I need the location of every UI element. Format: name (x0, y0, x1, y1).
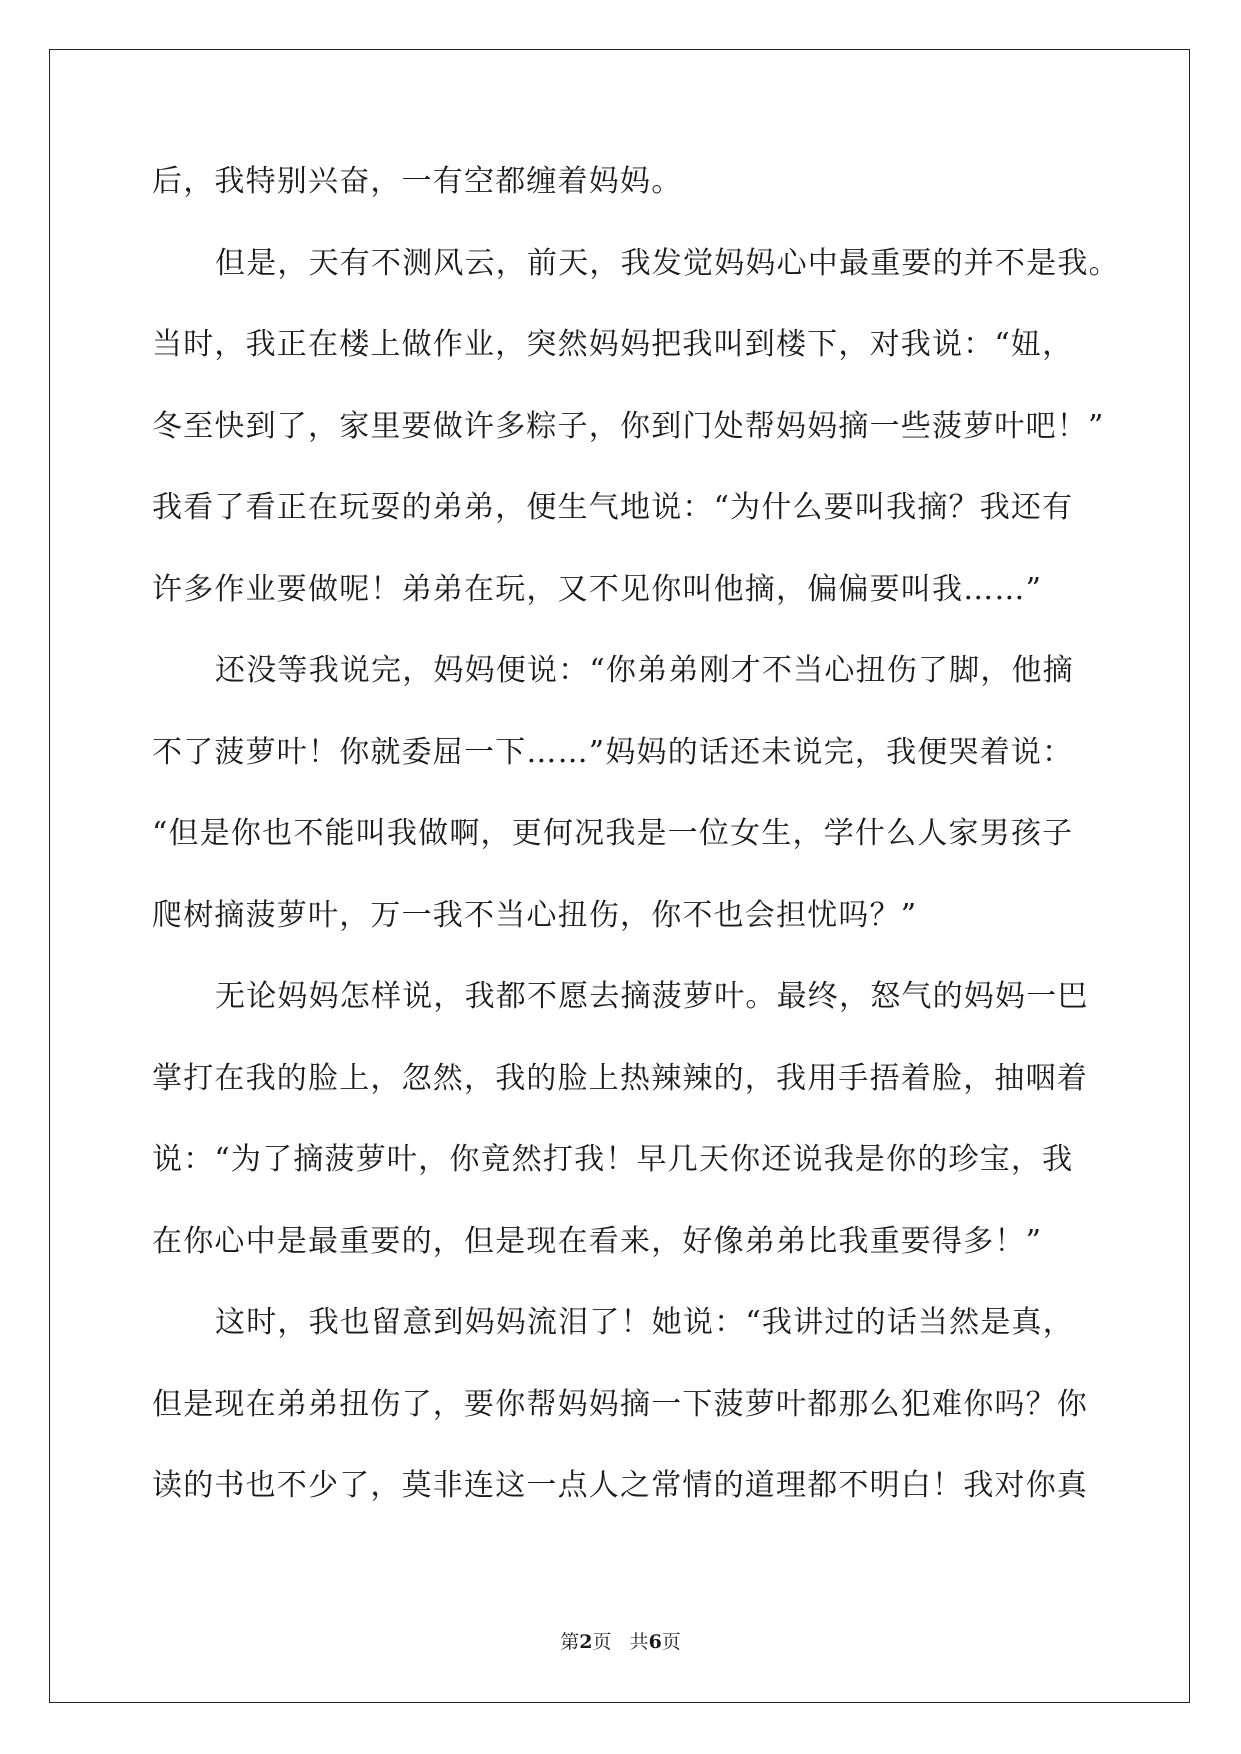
page-mid: 页 共 (592, 1631, 649, 1653)
text-line: 许多作业要做呢！弟弟在玩，又不见你叫他摘，偏偏要叫我……” (152, 571, 1043, 607)
text-line: 但是，天有不测风云，前天，我发觉妈妈心中最重要的并不是我。 (215, 245, 1120, 281)
text-line: 不了菠萝叶！你就委屈一下……”妈妈的话还未说完，我便哭着说： (152, 734, 1074, 770)
text-line: “但是你也不能叫我做啊，更何况我是一位女生，学什么人家男孩子 (152, 816, 1074, 851)
page-current: 2 (579, 1631, 593, 1653)
document-body (152, 162, 1120, 1548)
text-line: 冬至快到了，家里要做许多粽子，你到门处帮妈妈摘一些菠萝叶吧！” (152, 408, 1105, 444)
text-line: 这时，我也留意到妈妈流泪了！她说：“我讲过的话当然是真， (215, 1305, 1074, 1340)
text-line: 说：“为了摘菠萝叶，你竟然打我！早几天你还说我是你的珍宝，我 (152, 1142, 1074, 1177)
text-line: 掌打在我的脸上，忽然，我的脸上热辣辣的，我用手捂着脸，抽咽着 (152, 1060, 1088, 1096)
page-total: 6 (648, 1631, 662, 1653)
text-line: 读的书也不少了，莫非连这一点人之常情的道理都不明白！我对你真 (152, 1468, 1088, 1503)
text-line: 后，我特别兴奋，一有空都缠着妈妈。 (152, 164, 683, 199)
text-line: 我看了看正在玩耍的弟弟，便生气地说：“为什么要叫我摘？我还有 (152, 490, 1074, 525)
text-line: 当时，我正在楼上做作业，突然妈妈把我叫到楼下，对我说：“妞， (152, 327, 1074, 362)
text-line: 无论妈妈怎样说，我都不愿去摘菠萝叶。最终，怒气的妈妈一巴 (215, 979, 1089, 1014)
page-suffix: 页 (661, 1631, 681, 1653)
text-line: 还没等我说完，妈妈便说：“你弟弟刚才不当心扭伤了脚，他摘 (215, 653, 1074, 688)
page-footer (0, 1630, 1241, 1654)
text-line: 但是现在弟弟扭伤了，要你帮妈妈摘一下菠萝叶都那么犯难你吗？你 (152, 1386, 1088, 1422)
page-prefix: 第 (560, 1631, 580, 1653)
text-line: 在你心中是最重要的，但是现在看来，好像弟弟比我重要得多！” (152, 1223, 1043, 1259)
text-line: 爬树摘菠萝叶，万一我不当心扭伤，你不也会担忧吗？” (152, 897, 918, 933)
